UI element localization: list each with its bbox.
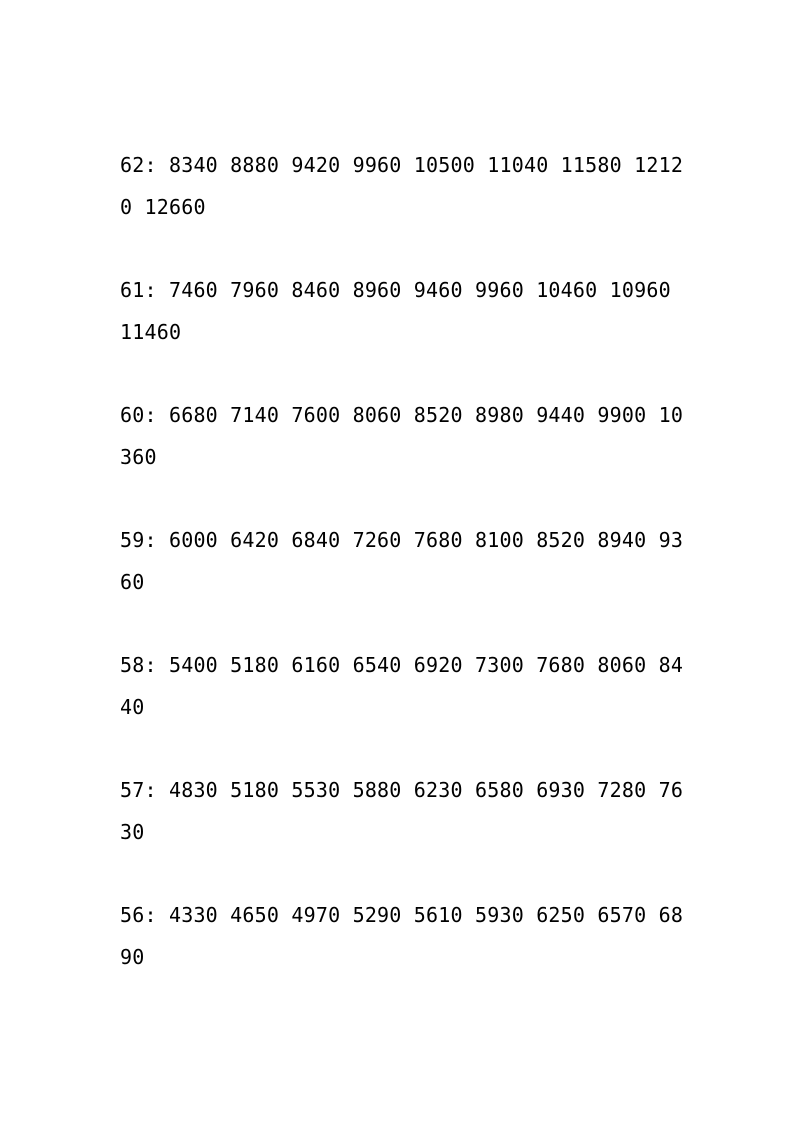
entry-line-continuation: 0 12660 <box>120 195 206 219</box>
entry-line-continuation: 11460 <box>120 320 182 344</box>
entry-60 <box>120 394 684 478</box>
entry-line-continuation: 90 <box>120 945 145 969</box>
entry-list <box>120 144 684 1019</box>
entry-line: 61: 7460 7960 8460 8960 9460 9960 10460 10960 <box>120 278 671 302</box>
entry-line: 62: 8340 8880 9420 9960 10500 11040 11580 1212 <box>120 153 684 177</box>
entry-61 <box>120 269 680 353</box>
entry-line: 59: 6000 6420 6840 7260 7680 8100 8520 8940 93 <box>120 528 684 552</box>
entry-line-continuation: 60 <box>120 570 145 594</box>
entry-line: 56: 4330 4650 4970 5290 5610 5930 6250 6570 68 <box>120 903 684 927</box>
entry-line: 60: 6680 7140 7600 8060 8520 8980 9440 9900 10 <box>120 403 684 427</box>
entry-line-continuation: 360 <box>120 445 157 469</box>
entry-59 <box>120 519 684 603</box>
entry-line: 57: 4830 5180 5530 5880 6230 6580 6930 7280 76 <box>120 778 684 802</box>
entry-58 <box>120 644 684 728</box>
entry-57 <box>120 769 684 853</box>
entry-56 <box>120 894 684 978</box>
entry-line-continuation: 30 <box>120 820 145 844</box>
entry-line: 58: 5400 5180 6160 6540 6920 7300 7680 8060 84 <box>120 653 684 677</box>
entry-62 <box>120 144 684 228</box>
entry-line-continuation: 40 <box>120 695 145 719</box>
